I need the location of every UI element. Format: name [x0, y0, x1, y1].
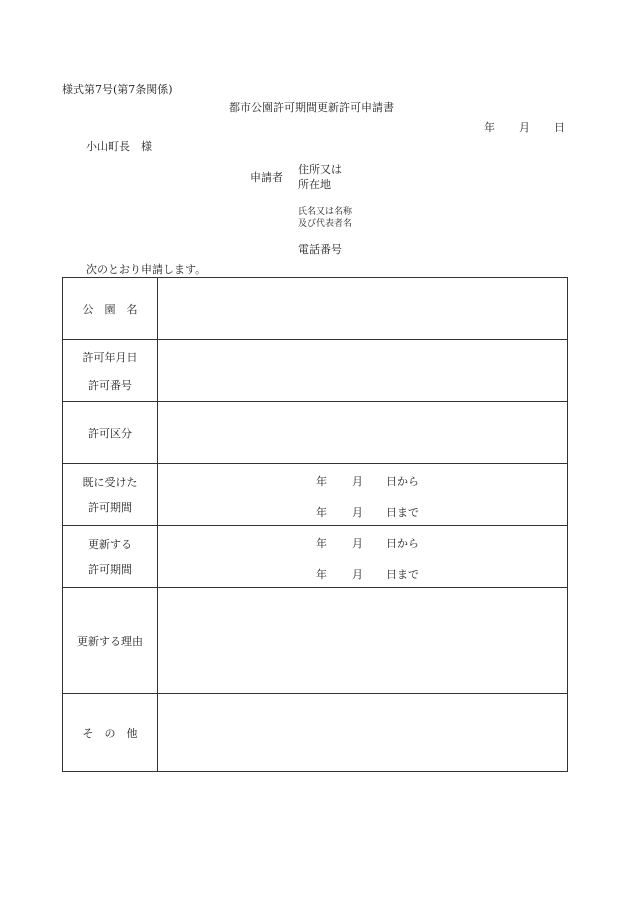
permit-date-number-label: [63, 340, 158, 402]
applicant-label: 申請者: [250, 171, 283, 184]
application-table: [62, 277, 568, 772]
renew-period-label-2: 許可期間: [88, 563, 132, 576]
prior-period-label-2: 許可期間: [88, 501, 132, 514]
renew-period-field[interactable]: [158, 526, 568, 588]
name-label-2: 及び代表者名: [298, 219, 353, 229]
reason-field[interactable]: [158, 588, 568, 694]
year-text: 年: [316, 537, 327, 550]
month-text: 月: [352, 537, 363, 550]
park-name-label: 公 園 名: [63, 278, 158, 340]
table-row: [63, 340, 568, 402]
day-from-text: 日から: [386, 475, 419, 488]
year-text: 年: [316, 568, 327, 581]
day-from-text: 日から: [386, 537, 419, 550]
year-text: 年: [316, 506, 327, 519]
name-label-1: 氏名又は名称: [298, 207, 353, 217]
renew-period-label: [63, 526, 158, 588]
permit-date-label: 許可年月日: [82, 350, 138, 364]
prior-period-field[interactable]: [158, 464, 568, 526]
other-label: そ の 他: [63, 694, 158, 772]
date-day: 日: [554, 121, 565, 134]
other-field[interactable]: [158, 694, 568, 772]
month-text: 月: [352, 568, 363, 581]
date-month: 月: [519, 121, 530, 134]
form-number: 様式第7号(第7条関係): [62, 83, 173, 96]
permit-category-field[interactable]: [158, 402, 568, 464]
table-row: [63, 402, 568, 464]
date-year: 年: [484, 121, 495, 134]
address-label-2: 所在地: [298, 178, 331, 191]
document-title: 都市公園許可期間更新許可申請書: [229, 101, 394, 114]
table-row: [63, 278, 568, 340]
address-label-1: 住所又は: [298, 163, 342, 176]
park-name-field[interactable]: [158, 278, 568, 340]
day-to-text: 日まで: [386, 568, 419, 581]
prior-period-label-1: 既に受けた: [82, 476, 138, 489]
renew-period-label-1: 更新する: [88, 538, 132, 551]
intro-text: 次のとおり申請します。: [86, 263, 207, 276]
table-row: [63, 588, 568, 694]
month-text: 月: [352, 506, 363, 519]
phone-label: 電話番号: [298, 243, 342, 256]
year-text: 年: [316, 475, 327, 488]
reason-label: 更新する理由: [63, 588, 158, 694]
addressee: 小山町長 様: [86, 140, 152, 153]
table-row: [63, 464, 568, 526]
table-row: [63, 694, 568, 772]
permit-category-label: 許可区分: [63, 402, 158, 464]
prior-period-label: [63, 464, 158, 526]
day-to-text: 日まで: [386, 506, 419, 519]
permit-number-label: 許可番号: [88, 378, 132, 392]
month-text: 月: [352, 475, 363, 488]
permit-date-number-field[interactable]: [158, 340, 568, 402]
table-row: [63, 526, 568, 588]
